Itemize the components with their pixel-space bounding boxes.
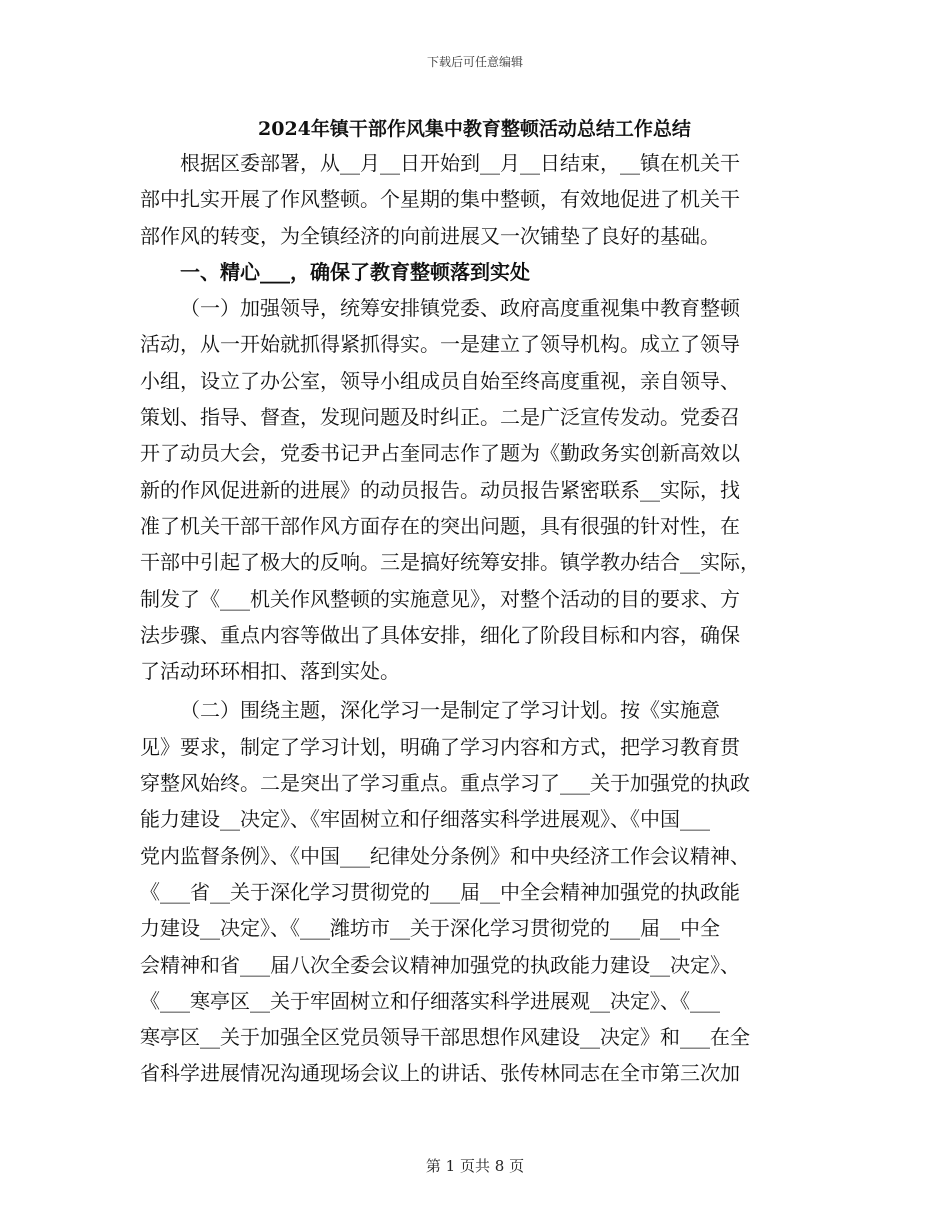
- intro-paragraph: [140, 145, 820, 254]
- document-title: 2024年镇干部作风集中教育整顿活动总结工作总结: [258, 118, 691, 140]
- text-line: 省科学进展情况沟通现场会议上的讲话、张传林同志在全市第三次加: [140, 1061, 740, 1086]
- text-line: 干部中引起了极大的反响。三是搞好统筹安排。镇学教办结合__实际，: [140, 550, 760, 575]
- text-line: 了活动环环相扣、落到实处。: [140, 659, 400, 684]
- text-line: 《___省__关于深化学习贯彻党的___届__中全会精神加强党的执政能: [140, 879, 740, 904]
- text-line: 策划、指导、督查，发现问题及时纠正。二是广泛宣传发动。党委召: [140, 405, 740, 430]
- document-body: [140, 113, 820, 1092]
- section-heading: 一、精心___，确保了教育整顿落到实处: [180, 259, 530, 284]
- text-line: 新的作风促进新的进展》的动员报告。动员报告紧密联系__实际，找: [140, 477, 740, 502]
- page-footer-number: 第 1 页共 8 页: [425, 1157, 525, 1175]
- text-line: 见》要求，制定了学习计划，明确了学习内容和方式，把学习教育贯: [140, 734, 740, 759]
- text-line: 准了机关干部干部作风方面存在的突出问题，具有很强的针对性，在: [140, 513, 740, 538]
- paragraph-1: [140, 290, 820, 689]
- text-line: 根据区委部署，从__月__日开始到__月__日结束，__镇在机关干: [180, 151, 740, 175]
- paragraph-2: [140, 692, 820, 1091]
- text-line: 制发了《___机关作风整顿的实施意见》，对整个活动的目的要求、方: [140, 586, 740, 611]
- text-line: 开了动员大会，党委书记尹占奎同志作了题为《勤政务实创新高效以: [140, 441, 740, 466]
- text-line: 寒亭区__关于加强全区党员领导干部思想作风建设__决定》和___在全: [140, 1025, 750, 1050]
- text-line: （一）加强领导，统筹安排镇党委、政府高度重视集中教育整顿: [180, 296, 740, 321]
- text-line: （二）围绕主题，深化学习一是制定了学习计划。按《实施意: [180, 698, 720, 723]
- text-line: 会精神和省___届八次全委会议精神加强党的执政能力建设__决定》、: [140, 952, 740, 977]
- page-header-note: 下载后可任意编辑: [426, 55, 523, 69]
- text-line: 小组，设立了办公室，领导小组成员自始至终高度重视，亲自领导、: [140, 368, 740, 393]
- text-line: 法步骤、重点内容等做出了具体安排，细化了阶段目标和内容，确保: [140, 622, 740, 647]
- text-line: 《___寒亭区__关于牢固树立和仔细落实科学进展观__决定》、《___: [140, 988, 720, 1013]
- text-line: 力建设__决定》、《___潍坊市__关于深化学习贯彻党的___届__中全: [140, 916, 720, 941]
- text-line: 部作风的转变，为全镇经济的向前进展又一次铺垫了良好的基础。: [140, 223, 720, 248]
- text-line: 部中扎实开展了作风整顿。个星期的集中整顿，有效地促进了机关干: [140, 187, 740, 212]
- text-line: 党内监督条例》、《中国___纪律处分条例》和中央经济工作会议精神、: [140, 843, 750, 868]
- text-line: 活动，从一开始就抓得紧抓得实。一是建立了领导机构。成立了领导: [140, 332, 740, 357]
- text-line: 穿整风始终。二是突出了学习重点。重点学习了___关于加强党的执政: [140, 771, 750, 796]
- text-line: 能力建设__决定》、《牢固树立和仔细落实科学进展观》、《中国___: [140, 807, 710, 832]
